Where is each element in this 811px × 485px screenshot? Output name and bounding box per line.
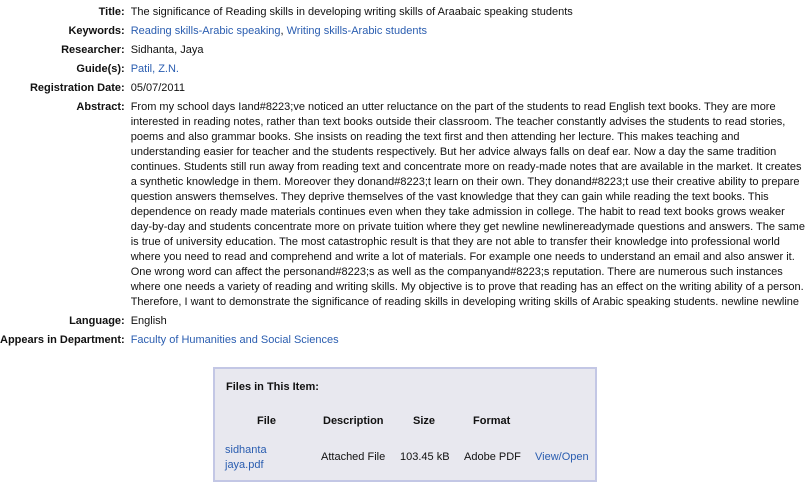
registration-row [0, 79, 807, 98]
file-name-link[interactable] [225, 443, 267, 473]
registration-label: Registration Date: [29, 82, 125, 94]
file-format: Adobe PDF [464, 451, 521, 463]
size-column-header: Size [413, 415, 436, 427]
department-link[interactable]: Faculty of Humanities and Social Sciences [130, 334, 339, 346]
format-column-header: Format [473, 415, 511, 427]
abstract-value: From my school days Iand#8223;ve noticed an utter reluctance on the part of the students to read English text books. They are more interested in reading notes, rather than text books outside their classroom. The teacher constantly advises the students to read stories, poems and also grammar books. She insists on reading the text first and then attending her lecture. This makes teaching and understanding easier for teacher and the students respectively. But her advice always falls on deaf ear. Now a day the same tradition continues. Students still run away from reading text and concentrate more on ready-made notes that are available in the market. It creates a synthetic knowledge in them. Moreover they donand#8223;t learn on their own. They donand#8223;t use their creative ability to prepare question answers themselves. They deprive themselves of the vast knowledge that they can gain while reading the text books. This dependence on ready made materials continues even when they take admission in college. The habit to read text books grows weaker day-by-day and students concentrate more on private tuition where they get newline newlinereadymade questions and answers. The same is true of university education. The most catastrophic result is that they are not able to transfer their knowledge into professional world where you need to read and comprehend and write a lot of materials. For example one needs to understand an email and also answer it. One wrong word can affect the personand#8223;s as well as the companyand#8223;s reputation. There are numerous such instances where one needs a variety of reading and writing skills. My objective is to prove that reading has an effect on the writing ability of a person. Therefore, I want to demonstrate the significance of reading skills in developing writing skills of Arabic speaking students. newline newline [130, 101, 805, 308]
abstract-label: Abstract: [76, 101, 125, 113]
title-label: Title: [98, 6, 125, 18]
registration-value: 05/07/2011 [130, 82, 185, 94]
title-row [0, 3, 807, 22]
language-value: English [130, 315, 167, 327]
guides-value-cell [131, 60, 807, 79]
keyword-link-writing-skills[interactable]: Writing skills-Arabic students [286, 25, 428, 37]
guides-label: Guide(s): [76, 63, 125, 75]
researcher-label: Researcher: [61, 44, 125, 56]
view-open-link[interactable]: View/Open [535, 451, 589, 463]
department-row [0, 331, 807, 350]
language-row [0, 312, 807, 331]
keywords-value [131, 22, 807, 41]
item-metadata-table [0, 3, 807, 350]
title-value: The significance of Reading skills in developing writing skills of Araabaic speaking students [130, 6, 573, 18]
keywords-row [0, 22, 807, 41]
department-value-cell [131, 331, 807, 350]
file-name-line-1: sidhanta [225, 444, 267, 456]
abstract-row [0, 98, 807, 312]
files-panel-title: Files in This Item: [226, 381, 319, 393]
researcher-value: Sidhanta, Jaya [130, 44, 204, 56]
keyword-link-reading-skills[interactable]: Reading skills-Arabic speaking [130, 25, 281, 37]
file-name-line-2: jaya.pdf [225, 459, 264, 471]
guide-link[interactable]: Patil, Z.N. [130, 63, 179, 75]
description-column-header: Description [323, 415, 384, 427]
keywords-label: Keywords: [68, 25, 125, 37]
file-column-header: File [257, 415, 276, 427]
file-size: 103.45 kB [400, 451, 450, 463]
language-label: Language: [69, 315, 125, 327]
file-description: Attached File [321, 451, 386, 463]
guides-row [0, 60, 807, 79]
keyword-separator: , [280, 25, 287, 37]
researcher-row [0, 41, 807, 60]
files-panel [213, 367, 597, 482]
department-label: Appears in Department: [0, 334, 125, 346]
